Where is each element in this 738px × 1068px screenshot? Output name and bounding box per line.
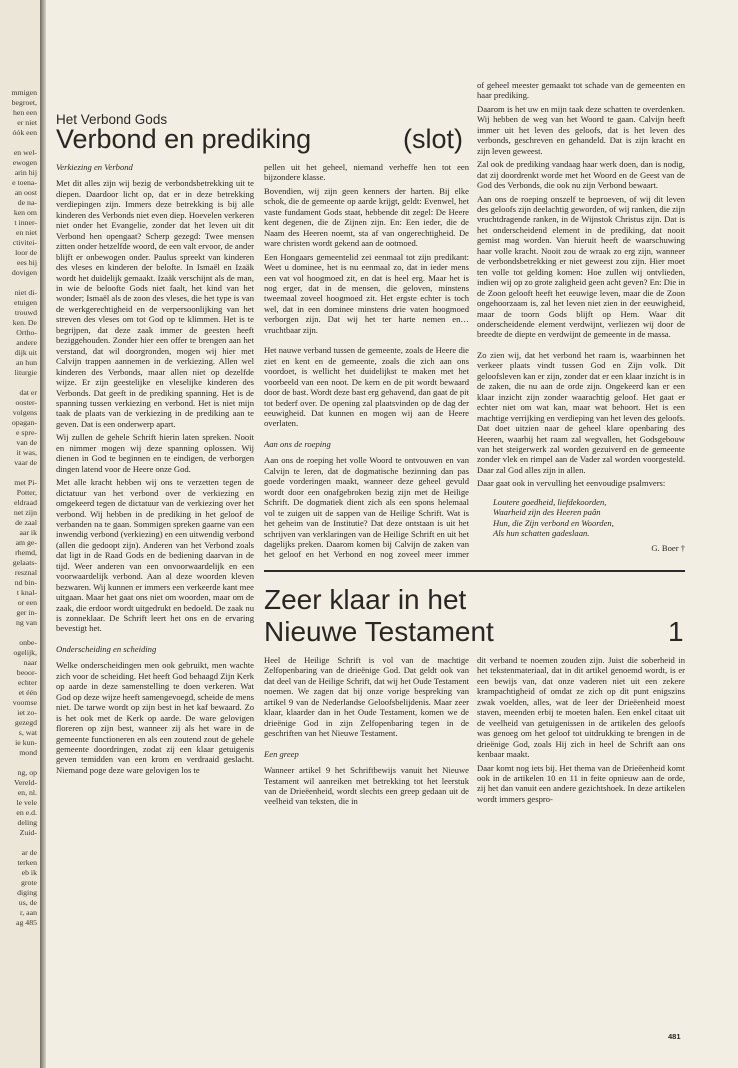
facing-page-fragment: Potter, xyxy=(16,488,37,497)
facing-page-fragment: begroet, xyxy=(11,98,37,107)
facing-page-fragment: et één xyxy=(18,688,37,697)
facing-page-fragment: ewogen xyxy=(12,158,37,167)
article1-column-2 xyxy=(264,162,469,560)
facing-page-fragment: dat er xyxy=(19,388,37,397)
paragraph: Een Hongaars gemeentelid zei eenmaal tot zijn predikant: Weet u dominee, het is nu eenmaal zo, dat in ieder mens een vat vol hoogmoed zit, en dat is heel erg. Maar het is nog erger, dat in de mensen, die geloven, minstens tweemaal zoveel hoogmoed zit. Het ergste echter is toch wel, dat in een dominee minstens drie vaten hoogmoed verborgen zijn. Dat wij het ter harte nemen en… vruchtbaar zijn. xyxy=(264,251,469,335)
facing-page-fragment: deling xyxy=(17,818,37,827)
facing-page-fragment: ie kun- xyxy=(15,738,37,747)
facing-page-fragment: gelaats- xyxy=(12,558,37,567)
article2-title-line1: Zeer klaar in het xyxy=(264,584,467,615)
facing-page-fragment: en wel- xyxy=(13,148,37,157)
section-subhead: Aan ons de roeping xyxy=(264,438,331,449)
facing-page-fragment: arin hij xyxy=(14,168,37,177)
paragraph: Welke onderscheidingen men ook gebruikt, men wachte zich voor de scheiding. Het heeft God behaagd Zijn Kerk op aarde in deze samenstelling te doen verkeren. Wat God op deze wijze heeft samengevoegd, scheide de mens niet. De tarwe wordt op zijn best in het kaf bewaard. Zo is het ook met de Kerk op aarde. De ware gelovigen floreren op zijn best, wanneer zij als het ware in de gemeente functioneren en als een zoutend zout de gehele gemeente doordringen, zodat zij een klaar getuigenis geven temidden van een krom en verdraaid geslacht. Niemand poge deze ware gelovigen los te xyxy=(56,660,254,775)
facing-page-fragment: rhemd, xyxy=(15,548,37,557)
facing-page-fragment: ng van xyxy=(15,618,37,627)
paragraph: Het nauwe verband tussen de gemeente, zoals de Heere die ziet en kent en de gemeente, zoals die zich aan ons voordoet, is wellicht het duidelijkst te maken met het voorbeeld van een noot. De kern en de pit wordt bewaard door de bast. Wordt deze bast erg gehavend, dan gaat de pit tot bederf over. De opening zal plaatsvinden op de dag der eeuwigheid. Dat kunnen en mogen wij aan de Heere overlaten. xyxy=(264,345,469,429)
facing-page-fragment: voomse xyxy=(12,698,37,707)
facing-page-fragment: ogelijk, xyxy=(13,648,37,657)
facing-page-fragment: de na- xyxy=(17,198,37,207)
psalm-verse xyxy=(493,497,685,539)
facing-page-fragment: vaar de xyxy=(14,458,37,467)
facing-page-fragment: opagan- xyxy=(11,418,37,427)
facing-page-fragment: or een xyxy=(17,598,37,607)
facing-page-fragment: ar de xyxy=(21,848,37,857)
paragraph: Zal ook de prediking vandaag haar werk doen, dan is nodig, dat zij doordrenkt worde met het Woord en de Geest van de God des Verbonds, die ook nu zijn Verbond bewaart. xyxy=(477,159,685,191)
facing-page-fragment: er niet xyxy=(17,118,37,127)
paragraph: Aan ons de roeping onszelf te beproeven, of wij dit leven des geloofs zijn deelachtig geworden, of wij ranken, die zijn vruchtdragende ranken, in de Wijnstok Christus zijn. Dat is het onderscheidend element in de prediking, dat nooit gemist mag worden. Van hieruit heeft de waarschuwing haar volle kracht. Nooit zou de wraak zo erg zijn, wanneer de verbondsbetrekking er niet geweest zou zijn. Hier moet ten volle tot gelding komen: Hoe zullen wij ontvlieden, indien wij op zo grote zaligheid geen acht geven? En: Die in de Zoon gelooft heeft het eeuwige leven, maar die de Zoon ongehoorzaam is, zal het leven niet zien in der eeuwigheid, maar de toorn Gods blijft op Hem. Waar dit onderscheidende element verdwijnt, verliezen wij door de breedte de diepte en verdwijnt de gemeente in de massa. xyxy=(477,193,685,340)
article1-column-1 xyxy=(56,162,254,1020)
facing-page-fragment: iet zo- xyxy=(17,708,37,717)
verse-line: Als hun schatten gadeslaan. xyxy=(493,528,590,539)
article-title: Verbond en prediking xyxy=(56,124,312,154)
facing-page-fragment: resznal xyxy=(14,568,37,577)
author-signature: G. Boer † xyxy=(651,542,685,553)
facing-page-fragment: echter xyxy=(17,678,37,687)
facing-page-fragment: eldraad xyxy=(14,498,37,507)
facing-page-fragment: diging xyxy=(17,888,37,897)
facing-page-fragment: beoor- xyxy=(16,668,37,677)
facing-page-fragment: an oost xyxy=(14,188,37,197)
facing-page-fragment: Zuid- xyxy=(19,828,37,837)
facing-page-fragment: us, de xyxy=(18,898,37,907)
facing-page-fragment: terken xyxy=(17,858,37,867)
verse-line: Waarheid zijn des Heeren paân xyxy=(493,507,601,518)
article2-series-number: 1 xyxy=(668,616,684,647)
facing-page-fragment: aar ik xyxy=(19,528,37,537)
facing-page-fragment: ag 485 xyxy=(15,918,37,927)
paragraph: Daarom is het uw en mijn taak deze schatten te overdenken. Wij hebben de weg van het Woord te gaan. Calvijn heeft immer uit het leven des geloofs, dat is het leven des verbonds, geschreven en gehandeld. Dat is zijn kracht en zijn leven geweest. xyxy=(477,103,685,156)
facing-page-fragment: met Pi- xyxy=(14,478,37,487)
article1-column-3 xyxy=(477,80,685,568)
facing-page-fragment: ctivitei- xyxy=(12,238,37,247)
article-kicker: Het Verbond Gods xyxy=(56,112,168,127)
facing-page-edge xyxy=(0,0,41,1068)
facing-page-fragment: Vereld- xyxy=(14,778,37,787)
facing-page-fragment: an hun xyxy=(15,358,37,367)
paragraph: of geheel meester gemaakt tot schade van de gemeenten en haar prediking. xyxy=(477,80,685,101)
facing-page-fragment: etuigen xyxy=(14,298,37,307)
facing-page-fragment: ken. De xyxy=(12,318,37,327)
paragraph: Met dit alles zijn wij bezig de verbondsbetrekking uit te diepen. Daardoor licht op, dat er in deze betrekking verdiepingen zijn. Immers deze betrekking is bij alle kinderen des Verbonds niet even diep. Hoevelen verkeren niet onder het Evangelie, zonder dat het leven uit dit Verbond hen opengaat? Scherp gezegd: Twee mensen zitten onder hetzelfde woord, de een valt ervoor, de ander blijft er onbewogen onder. Paulus spreekt van kinderen des vleses en kinderen der belofte. In Ismaël en Izaäk wordt het duidelijk gemaakt. Izaäk verschijnt als de man, in wie de beloofte Gods niet faalt, het kind van het wonder; Ismaël als de zoon des vleses, die het type is van de werkgerechtigheid en de verpersoonlijking van het streven des vleses om tot God op te klimmen. Het is te begrijpen, dat deze zaak immer de geesten heeft beziggehouden. Zonder hier een offer te brengen aan het verstand, dat wil doorgronden, mogen wij hier met Calvijn trappen aannemen in de verkiezing. Allen wel kinderen des Verbonds, maar allen niet op dezelfde wijze. Er zijn geestelijke en vleselijke kinderen des Verbonds. Dat geeft in de prediking spanning. Het is de spanning tussen verkiezing en verbond. Het is niet mijn taak de plaats van de verkiezing in de prediking aan te geven. Dat is een onderwerp apart. xyxy=(56,178,254,429)
facing-page-fragment: ees hij xyxy=(16,258,37,267)
paragraph: Daar komt nog iets bij. Het thema van de Drieëenheid komt ook in de artikelen 10 en 11 in feite opnieuw aan de orde, zij het dan vanuit een andere gezichtshoek. In deze artikelen wordt immers gespro- xyxy=(477,762,685,804)
facing-page-fragment: en e.d. xyxy=(16,808,37,817)
facing-page-fragment: le vele xyxy=(16,798,37,807)
facing-page-fragment: onbe- xyxy=(19,638,37,647)
verse-line: Loutere goedheid, liefdekoorden, xyxy=(493,496,607,507)
article-divider xyxy=(264,570,685,572)
facing-page-fragment: mmigen xyxy=(11,88,37,97)
facing-page-fragment: e toena- xyxy=(12,178,37,187)
facing-page-fragment: dijk uit xyxy=(14,348,37,357)
paragraph: Zo zien wij, dat het verbond het raam is, waarbinnen het verkeer plaats vindt tussen God en Zijn volk. Dit geloofsleven kan er zijn, zonder dat er een klaar inzicht is in de zaken, die nu aan de orde zijn. Ongekeerd kan er een klaar inzicht zijn zonder waarachtig geloof. Het gaat er echter niet om wat kan, maar wat behoort. Het is een machtige verrijking en verdieping van het leven des geloofs. Dat doet uitzien naar de geheel klare openbaring des Heeren, waarbij het raam zal wegvallen, het Godsgebouw van het steigerwerk zal worden gezuiverd en de gemeente zonder vlek en rimpel aan de Vader zal worden voorgesteld. Daar zal God alles zijn in allen. xyxy=(477,349,685,475)
facing-page-fragment: eb ik xyxy=(21,868,37,877)
paragraph: Aan ons de roeping het volle Woord te ontvouwen en van Calvijn te leren, dat de dogmatische bezinning dan pas goede vorderingen maakt, wanneer deze geheel gevuld wordt door een onafgebroken bezig zijn met de Heilige Schrift. De dogmatiek dient zich als een spons helemaal vol te zuigen uit de sappen van de Heilige Schrift. Wat is het geheim van de Institutie? Dat deze ontstaan is uit het schrijven van verklaringen van de Heilige Schrift en uit het dagelijks preken. Daarom komen bij Calvijn de zaken van het geloof en het Verbond en nog zoveel meer immer xyxy=(264,455,469,560)
verse-line: Hun, die Zijn verbond en Woorden, xyxy=(493,517,614,528)
facing-page-fragment: niet di- xyxy=(14,288,37,297)
facing-page-fragment: volgens xyxy=(12,408,37,417)
facing-page-fragment: ooster- xyxy=(15,398,37,407)
facing-page-fragment: it was, xyxy=(16,448,37,457)
magazine-page xyxy=(46,0,738,1068)
facing-page-fragment: t knal- xyxy=(16,588,37,597)
article2-title-line2: Nieuwe Testament xyxy=(264,616,494,647)
facing-page-fragment: ken om xyxy=(13,208,37,217)
paragraph: Heel de Heilige Schrift is vol van de machtige Zelfopenbaring van de drieënige God. Dat geldt ook van dat deel van de Heilige Schrift, dat wij het Oude Testament noemen. We zagen dat bij onze vorige bespreking van artikel 9 van de Nederlandse Geloofsbelijdenis. Maar zeer klaar, klaarder dan in het Oude Testament, komen we de drieënige God in zijn Zelfopenbaring tegen in de geschriften van het Nieuwe Testament. xyxy=(264,655,469,739)
facing-page-fragment: dovigen xyxy=(11,268,37,277)
section-subhead: Een greep xyxy=(264,748,299,759)
facing-page-fragment: r, aan xyxy=(19,908,37,917)
facing-page-fragment: am ge- xyxy=(15,538,37,547)
facing-page-fragment: e spre- xyxy=(16,428,37,437)
article2-column-1 xyxy=(264,655,469,1021)
paragraph: Daar gaat ook in vervulling het eenvoudige psalmvers: xyxy=(477,478,666,489)
paragraph: Met alle kracht hebben wij ons te verzetten tegen de dictatuur van het verbond over de verkiezing en omgekeerd tegen de dictatuur van de verkiezing over het verbond. Wij hebben in de prediking in het geloof de verbanden na te gaan. Sommigen spreken gaarne van een inwendig verbond (verkiezing) en een uitwendig verbond (allen die gedoopt zijn). Anderen van het Verbond zoals dat ligt in de Raad Gods en de bediening daarvan in de tijd. Weer anderen van een onvoorwaardelijk en een voorwaardelijk verbond. Aan al deze woorden kleven bezwaren. Wij kunnen er immers een verkeerde kant mee uitgaan. Maar het gaat ons niet om woorden, maar om de zaak, die erdoor wordt uitgedrukt en bedoeld. De zaak nu is zonneklaar. De Schrift leert het ons en de ervaring bevestigt het. xyxy=(56,477,254,634)
article-title-suffix: (slot) xyxy=(403,124,463,154)
facing-page-fragment: andere xyxy=(16,338,37,347)
facing-page-fragment: gezegd xyxy=(14,718,37,727)
article2-column-2 xyxy=(477,655,685,1021)
facing-page-fragment: t inner- xyxy=(14,218,37,227)
facing-page-fragment: ger in- xyxy=(16,608,37,617)
page-number: 481 xyxy=(668,1032,681,1041)
facing-page-fragment: de zaal xyxy=(15,518,37,527)
facing-page-fragment: en, nl. xyxy=(17,788,37,797)
facing-page-fragment: loor de xyxy=(15,248,37,257)
section-subhead: Verkiezing en Verbond xyxy=(56,162,133,172)
facing-page-fragment: Ortho- xyxy=(16,328,37,337)
paragraph: Wanneer artikel 9 het Schriftbewijs vanuit het Nieuwe Testament wil aanreiken met betrekking tot het leerstuk van de Drieëenheid, wordt slechts een greep gedaan uit de veelheid van teksten, die in xyxy=(264,765,469,807)
facing-page-fragment: van de xyxy=(16,438,37,447)
facing-page-fragment: liturgie xyxy=(14,368,37,377)
paragraph: dit verband te noemen zouden zijn. Juist die soberheid in het tekstenmateriaal, dat in dit artikel genoemd wordt, is er een bewijs van, dat onze vaderen niet uit een zekere krampachtigheid of omdat ze zich op dit punt enigszins zwak voelden, alles, wat de leer der Drieëenheid moest staven, meenden erbij te moeten halen. Een enkel citaat uit de veelheid van getuigenissen in de artikelen des geloofs was genoeg om het geloof tot uitdrukking te brengen in de drieënige God, zoals Hij zich in heel de Schrift aan ons kenbaar maakt. xyxy=(477,655,685,760)
section-subhead: Onderscheiding en scheiding xyxy=(56,643,157,654)
facing-page-fragment: ng, op xyxy=(17,768,37,777)
facing-page-fragment: nd bin- xyxy=(14,578,37,587)
facing-page-fragment: net zijn xyxy=(13,508,37,517)
facing-page-fragment: hen een xyxy=(12,108,37,117)
facing-page-fragment: óók een xyxy=(12,128,37,137)
facing-page-fragment: s, wat xyxy=(18,728,37,737)
facing-page-fragment: grote xyxy=(20,878,37,887)
facing-page-fragment: naar xyxy=(23,658,37,667)
paragraph: pellen uit het geheel, niemand verheffe hen tot een bijzondere klasse. xyxy=(264,162,469,183)
paragraph: Wij zullen de gehele Schrift hierin laten spreken. Nooit en nimmer mogen wij deze spanning oplossen. Wij dienen in God te beginnen en te eindigen, de verborgen dingen latend voor de Heere onze God. xyxy=(56,432,254,474)
facing-page-fragment: en niet xyxy=(16,228,37,237)
paragraph: Bovendien, wij zijn geen kenners der harten. Bij elke schok, die de gemeente op aarde krijgt, geldt: Evenwel, het vaste fundament Gods staat, hebbende dit zegel: De Heere kent degenen, die de Zijnen zijn. En: Een ieder, die de Naam des Heeren noemt, sta af van ongerechtigheid. De ware christen wordt gekend aan de ootmoed. xyxy=(264,185,469,249)
facing-page-fragment: mond xyxy=(19,748,37,757)
facing-page-fragment: trouwd xyxy=(14,308,37,317)
